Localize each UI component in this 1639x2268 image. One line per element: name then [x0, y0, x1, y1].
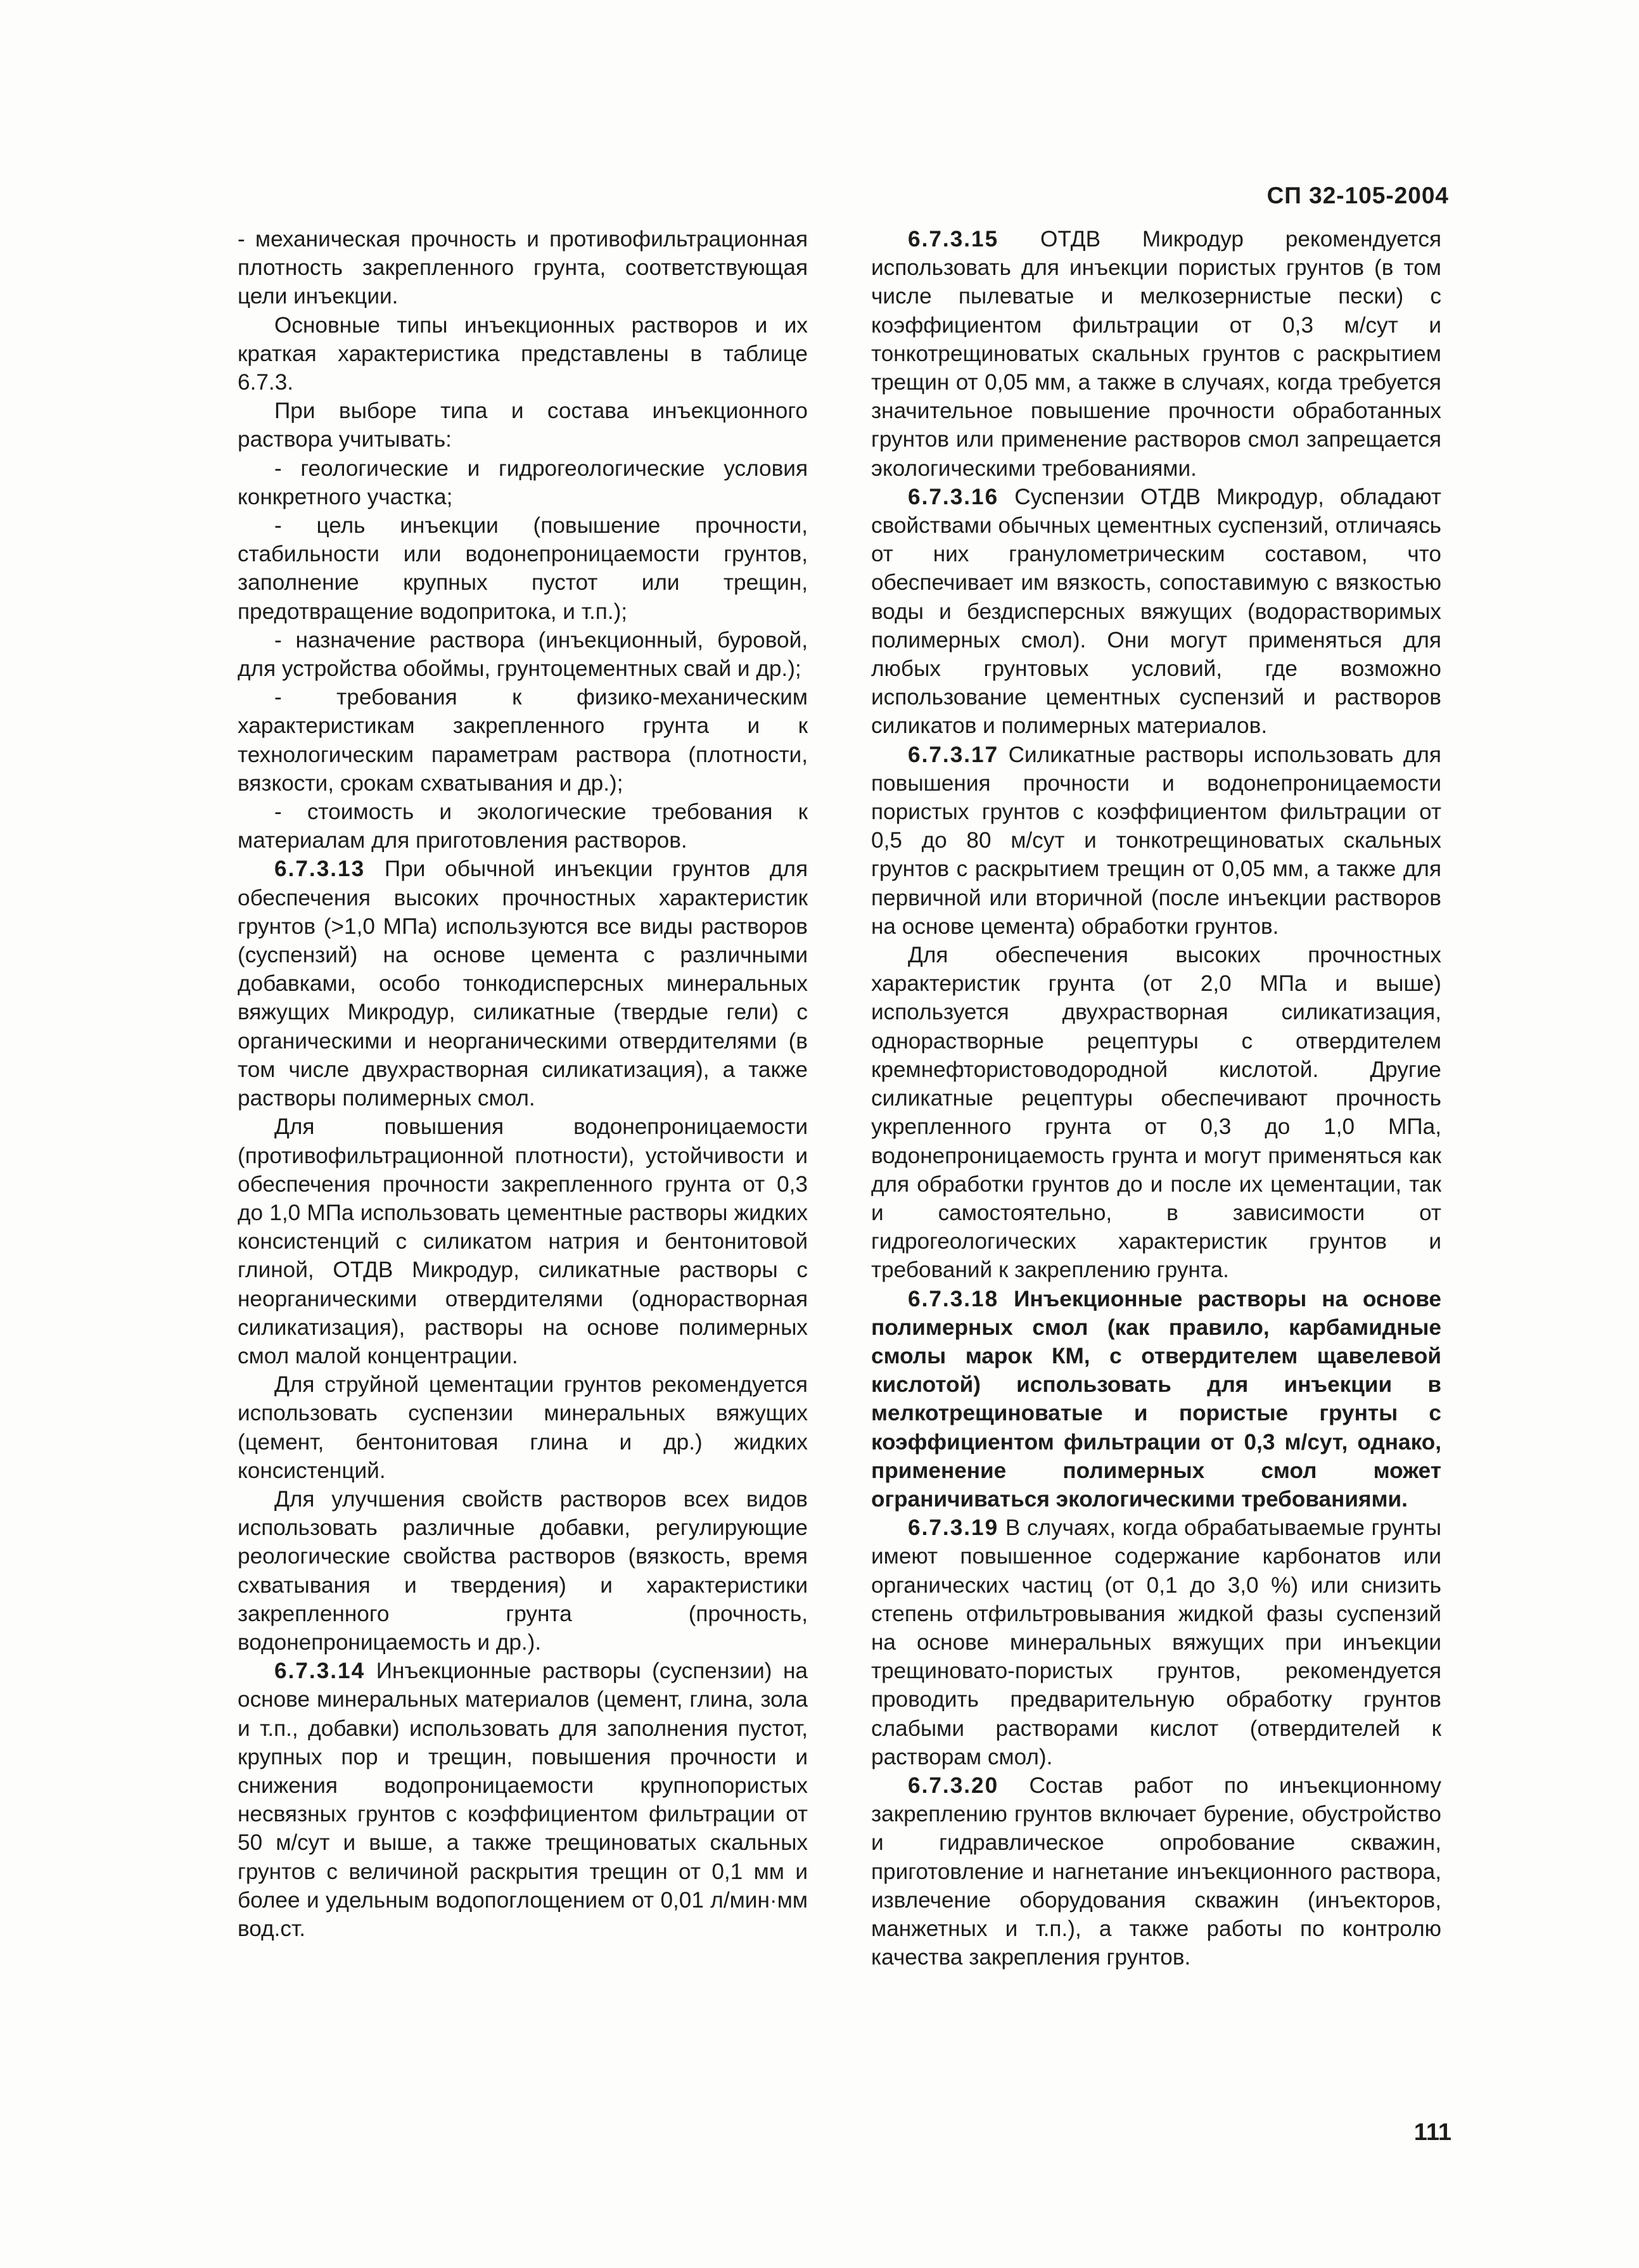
paragraph	[238, 397, 808, 454]
clause-number: 6.7.3.13	[274, 857, 366, 882]
paragraph-text: - цель инъекции (повышение прочности, стабильности или водонепроницаемости грунтов, заполнение крупных пустот или трещин, предотвращение водопритока, и т.п.);	[238, 513, 808, 624]
paragraph-text: - геологические и гидрогеологические условия конкретного участка;	[238, 456, 808, 509]
document-code: СП 32-105-2004	[1266, 182, 1449, 208]
clause-number: 6.7.3.19	[908, 1515, 999, 1541]
paragraph	[238, 1370, 808, 1485]
paragraph	[238, 311, 808, 397]
paragraph-text: - требования к физико-механическим характеристикам закрепленного грунта и к технологическим параметрам раствора (плотности, вязкости, срокам схватывания и др.);	[238, 685, 808, 796]
paragraph	[871, 1513, 1441, 1771]
paragraph-text: Основные типы инъекционных растворов и их краткая характеристика представлены в таблице 6.7.3.	[238, 312, 808, 395]
page-number: 111	[1413, 2119, 1451, 2146]
clause-number: 6.7.3.20	[908, 1773, 999, 1798]
left-column	[238, 225, 808, 1943]
paragraph-text: Инъекционные растворы на основе полимерных смол (как правило, карбамидные смолы марок КМ, с отвердителем щавелевой кислотой) использовать для инъекции в мелкотрещиноватые и пористые грунты с коэффициентом фильтрации от 0,3 м/сут, однако, применение полимерных смол может ограничиваться экологическими требованиями.	[871, 1286, 1441, 1512]
paragraph	[871, 941, 1441, 1284]
paragraph	[871, 483, 1441, 741]
paragraph-text: Силикатные растворы использовать для повышения прочности и водонепроницаемости пористых грунтов с коэффициентом фильтрации от 0,5 до 80 м/сут и тонкотрещиноватых скальных грунтов с раскрытием трещин от 0,05 мм, а также для первичной или вторичной (после инъекции растворов на основе цемента) обработки грунтов.	[871, 742, 1441, 939]
paragraph-text: Инъекционные растворы (суспензии) на основе минеральных материалов (цемент, глина, зола и т.п., добавки) использовать для заполнения пустот, крупных пор и трещин, повышения прочности и снижения водопроницаемости крупнопористых несвязных грунтов с коэффициентом фильтрации от 50 м/сут и выше, а также трещиноватых скальных грунтов с величиной раскрытия трещин от 0,1 мм и более и удельным водопоглощением от 0,01 л/мин·мм вод.ст.	[238, 1659, 808, 1941]
paragraph-text: - назначение раствора (инъекционный, буровой, для устройства обоймы, грунтоцементных свай и др.);	[238, 627, 808, 682]
right-column	[871, 225, 1441, 1972]
paragraph	[238, 225, 808, 311]
paragraph	[871, 741, 1441, 941]
paragraph-text: При выборе типа и состава инъекционного раствора учитывать:	[238, 398, 808, 452]
paragraph	[238, 1112, 808, 1370]
paragraph-text: Для обеспечения высоких прочностных характеристик грунта (от 2,0 МПа и выше) используется двухрастворная силикатизация, однорастворные рецептуры с отвердителем кремнефтористоводородной кислотой. Другие силикатные рецептуры обеспечивают прочность укрепленного грунта от 0,3 до 1,0 МПа, водонепроницаемость грунта и могут применяться как для обработки грунтов до и после их цементации, так и самостоятельно, в зависимости от гидрогеологических характеристик грунтов и требований к закреплению грунта.	[871, 943, 1441, 1283]
paragraph-text: ОТДВ Микродур рекомендуется использовать для инъекции пористых грунтов (в том числе пылеватые и мелкозернистые пески) с коэффициентом фильтрации от 0,3 м/сут и тонкотрещиноватых скальных грунтов с раскрытием трещин от 0,05 мм, а также в случаях, когда требуется значительное повышение прочности обработанных грунтов или применение растворов смол запрещается экологическими требованиями.	[871, 227, 1441, 481]
paragraph	[238, 798, 808, 855]
paragraph-text: Для струйной цементации грунтов рекомендуется использовать суспензии минеральных вяжущих (цемент, бентонитовая глина и др.) жидких консистенций.	[238, 1372, 808, 1483]
clause-number: 6.7.3.14	[274, 1659, 366, 1684]
paragraph	[871, 1285, 1441, 1514]
paragraph-text: В случаях, когда обрабатываемые грунты имеют повышенное содержание карбонатов или органических частиц (от 0,1 до 3,0 %) или снизить степень отфильтровывания жидкой фазы суспензий на основе минеральных вяжущих при инъекции трещиновато-пористых грунтов, рекомендуется проводить предварительную обработку грунтов слабыми растворами кислот (отвердителей к растворам смол).	[871, 1515, 1441, 1769]
paragraph	[238, 1657, 808, 1943]
paragraph	[238, 855, 808, 1112]
paragraph	[238, 1485, 808, 1657]
clause-number: 6.7.3.18	[908, 1286, 999, 1311]
paragraph	[238, 454, 808, 511]
paragraph	[238, 626, 808, 683]
paragraph-text: - механическая прочность и противофильтрационная плотность закрепленного грунта, соответствующая цели инъекции.	[238, 227, 808, 309]
paragraph-text: Суспензии ОТДВ Микродур, обладают свойствами обычных цементных суспензий, отличаясь от них гранулометрическим составом, что обеспечивает им вязкость, сопоставимую с вязкостью воды и бездисперсных вяжущих (водорастворимых полимерных смол). Они могут применяться для любых грунтовых условий, где возможно использование цементных суспензий и растворов силикатов и полимерных материалов.	[871, 484, 1441, 739]
paragraph	[871, 1771, 1441, 1972]
paragraph-text: - стоимость и экологические требования к материалам для приготовления растворов.	[238, 800, 808, 853]
paragraph-text: Для улучшения свойств растворов всех видов использовать различные добавки, регулирующие реологические свойства растворов (вязкость, время схватывания и твердения) и характеристики закрепленного грунта (прочность, водонепроницаемость и др.).	[238, 1486, 808, 1655]
clause-number: 6.7.3.15	[908, 227, 999, 252]
paragraph	[238, 511, 808, 626]
paragraph-text: Состав работ по инъекционному закреплению грунтов включает бурение, обустройство и гидравлическое опробование скважин, приготовление и нагнетание инъекционного раствора, извлечение оборудования скважин (инъекторов, манжетных и т.п.), а также работы по контролю качества закрепления грунтов.	[871, 1773, 1441, 1970]
paragraph	[238, 683, 808, 798]
clause-number: 6.7.3.16	[908, 484, 999, 509]
clause-number: 6.7.3.17	[908, 742, 999, 767]
paragraph-text: Для повышения водонепроницаемости (противофильтрационной плотности), устойчивости и обеспечения прочности закрепленного грунта от 0,3 до 1,0 МПа использовать цементные растворы жидких консистенций с силикатом натрия и бентонитовой глиной, ОТДВ Микродур, силикатные растворы с неорганическими отвердителями (однорастворная силикатизация), растворы на основе полимерных смол малой концентрации.	[238, 1114, 808, 1368]
paragraph	[871, 225, 1441, 483]
paragraph-text: При обычной инъекции грунтов для обеспечения высоких прочностных характеристик грунтов (>1,0 МПа) используются все виды растворов (суспензий) на основе цемента с различными добавками, особо тонкодисперсных минеральных вяжущих Микродур, силикатные (твердые гели) с органическими и неорганическими отвердителями (в том числе двухрастворная силикатизация), а также растворы полимерных смол.	[238, 857, 808, 1111]
